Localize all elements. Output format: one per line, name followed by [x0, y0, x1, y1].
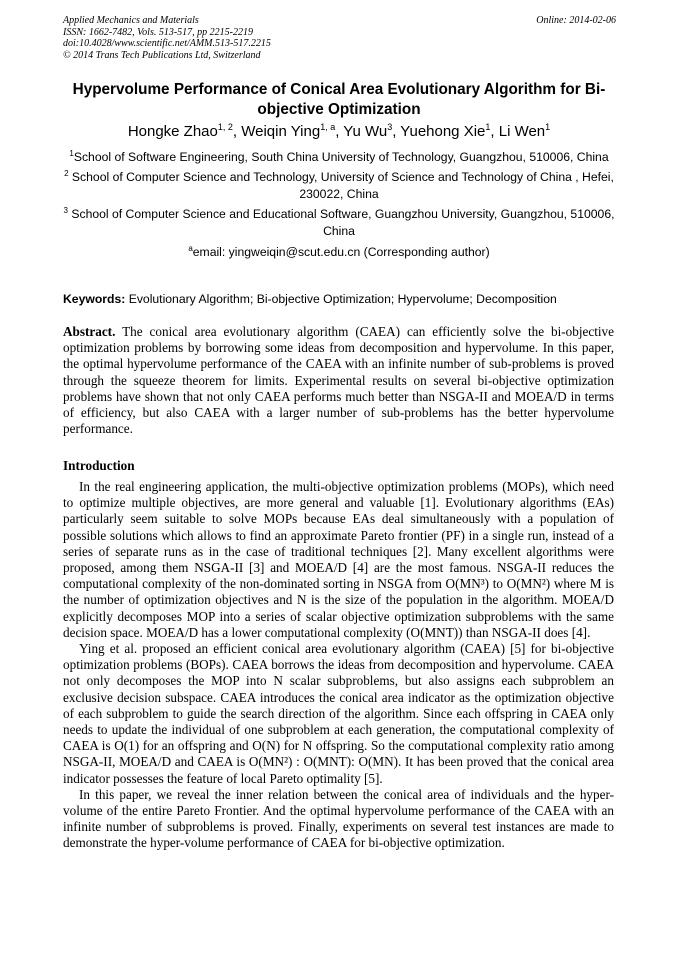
introduction-body [63, 479, 614, 852]
online-date: Online: 2014-02-06 [536, 15, 616, 26]
affiliation: $^1$School of Software Engineering, South China University of Technology, Guangzhou, 510006, China [69, 149, 609, 164]
author: Yuehong Xie$^1$, [400, 122, 499, 140]
copyright: © 2014 Trans Tech Publications Ltd, Switzerland [63, 49, 261, 61]
abstract-label: Abstract. [63, 324, 116, 339]
author: Li Wen$^1$ [498, 122, 551, 140]
paragraph: In the real engineering application, the multi-objective optimization problems (MOPs), which need to optimize multiple objectives, are more general and valuable [1]. Evolutionary algorithms (EAs) particularly seem suitable to solve MOPs because EAs deal simultaneously with a population of possible solutions which allows to find an approximate Pareto frontier (PF) in a single run, instead of a series of separate runs as in the case of traditional techniques [2]. Many excellent algorithms were proposed, among them NSGA-II [3] and MOEA/D [4] are the most famous. NSGA-II reduces the computational complexity of the non-dominated sorting in NSGA from O(MN³) to O(MN²) where M is the number of optimization objectives and N is the size of the population in the algorithm. MOEA/D explicitly decomposes MOP into a series of scalar objective optimization subproblems with the same decision space. MOEA/D has a lower computational complexity (O(MNT)) than NSGA-II does [4]. [63, 479, 614, 640]
paragraph: In this paper, we reveal the inner relation between the conical area of individuals and the hyper-volume of the entire Pareto Frontier. And the optimal hypervolume performance of the CAEA with an infinite number of subproblems is proved. Finally, experiments on several test instances are made to demonstrate the hyper-volume performance of CAEA for bi-objective optimization. [63, 786, 614, 851]
author: Hongke Zhao$^{1, 2}$, [127, 122, 242, 140]
keywords [63, 291, 618, 307]
author-list [40, 122, 638, 142]
abstract [63, 324, 614, 437]
author: Weiqin Ying$^{1, a}$, [241, 122, 344, 140]
keywords-label: Keywords: [63, 292, 126, 306]
paper-title: Hypervolume Performance of Conical Area Evolutionary Algorithm for Bi-objective Optimization [72, 81, 606, 118]
section-heading-introduction: Introduction [63, 458, 135, 473]
journal-info [63, 15, 616, 61]
affiliation: $^3$ School of Computer Science and Educational Software, Guangzhou University, Guangzhou, 510006, China [63, 206, 615, 238]
journal-name: Applied Mechanics and Materials [63, 15, 199, 26]
doi: doi:10.4028/www.scientific.net/AMM.513-517.2215 [63, 38, 271, 49]
issn: ISSN: 1662-7482, Vols. 513-517, pp 2215-2219 [63, 26, 253, 38]
abstract-text: The conical area evolutionary algorithm (CAEA) can efficiently solve the bi-objective optimization problems by borrowing some ideas from decomposition and hypervolume. In this paper, the optimal hypervolume performance of the CAEA with an infinite number of sub-problems is proved through the squeeze theorem for limits. Experimental results on several bi-objective optimization problems have shown that not only CAEA performs much better than NSGA-II and MOEA/D in terms of efficiency, but also CAEA with a larger number of sub-problems has the better hypervolume performance. [63, 324, 614, 437]
paragraph: Ying et al. proposed an efficient conical area evolutionary algorithm (CAEA) [5] for bi-objective optimization problems (BOPs). CAEA borrows the ideas from decomposition and hypervolume. CAEA not only decomposes the MOP into N scalar subproblems, but also assigns each subproblem an exclusive decision subspace. CAEA introduces the conical area indicator as the optimization objective of each subproblem to guide the search direction of the algorithm. Since each offspring in CAEA only needs to update the individual of one subproblem at each generation, the computational complexity of CAEA is O(1) for an offspring and O(N) for N offspring. So the computational complexity ratio among NSGA-II, MOEA/D and CAEA is O(MN²) : O(MNT): O(MN). It has been proved that the conical area indicator possesses the feature of local Pareto optimality [5]. [63, 641, 614, 786]
author: Yu Wu$^3$, [343, 122, 401, 140]
journal-header [63, 15, 616, 61]
affiliations [60, 149, 618, 264]
corresponding-email: $^a$email: yingweiqin@scut.edu.cn (Corresponding author) [188, 244, 490, 259]
keywords-text: Evolutionary Algorithm; Bi-objective Optimization; Hypervolume; Decomposition [125, 292, 557, 306]
affiliation: $^2$ School of Computer Science and Technology, University of Science and Technology of China , Hefei, 230022, China [64, 169, 614, 201]
